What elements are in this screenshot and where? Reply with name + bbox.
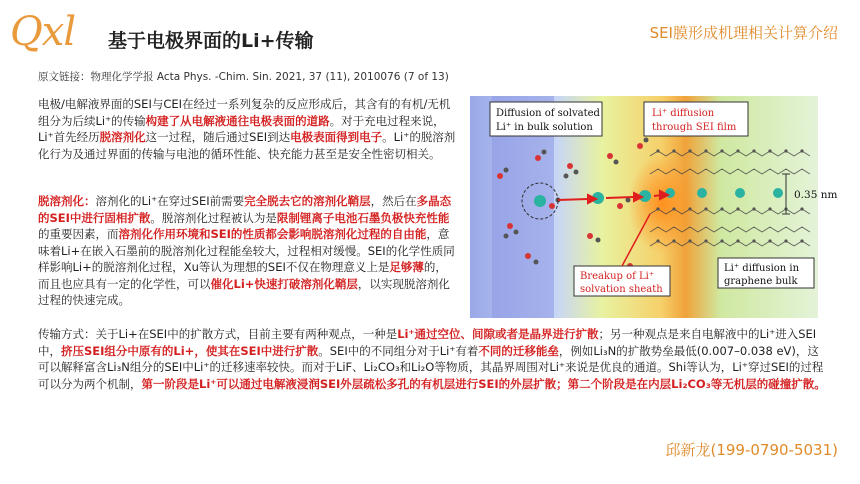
contact-info: 邱新龙(199-0790-5031) (665, 441, 838, 459)
highlight-text: 挤压SEI组分中原有的Li+，使其在SEI中进行扩散 (61, 343, 319, 358)
body-text: 。脱溶剂化过程被认为是 (150, 210, 277, 225)
header-subtitle: SEI膜形成机理相关计算介绍 (649, 24, 838, 42)
body-text: 的重要因素，而 (38, 227, 119, 241)
highlight-text: Li⁺通过空位、间隙或者是晶界进行扩散 (397, 327, 599, 341)
label-diffusion-line2: Li⁺ in bulk solution (496, 122, 593, 133)
body-text: 。对于充电过程来说，Li⁺首先经历 (38, 113, 445, 144)
body-text: 这一过程，随后通过SEI到达 (145, 130, 291, 144)
highlight-text: 限制锂离子电池石墨负极快充性能 (276, 210, 450, 225)
spacing-label: 0.35 nm (794, 189, 838, 201)
highlight-text: 构建了从电解液通往电极表面的道路 (145, 113, 330, 128)
body-text: ，意味着Li+在嵌入石墨前的脱溶剂化过程能垒较大，过程相对缓慢。SEI的化学性质同样影响Li+的脱溶剂化过程，Xu等认为理想的SEI不仅在物理意义上是 (38, 227, 455, 274)
body-text: 电极/电解液界面的SEI与CEI在经过一系列复杂的反应形成后，其含有的有机/无机组分为后续Li⁺的传输 (38, 97, 451, 128)
paragraph-intro (38, 96, 456, 162)
body-text: 。Li⁺的脱溶剂化行为及通过界面的传输与电池的循环性能、快充能力甚至是安全性密切相关。 (38, 130, 456, 161)
body-text: 传输方式：关于Li+在SEI中的扩散方式，目前主要有两种观点，一种是 (38, 327, 398, 341)
body-text: ，以实现脱溶剂化过程的快速完成。 (38, 276, 450, 307)
highlight-text: 完全脱去它的溶剂化鞘层 (244, 194, 371, 208)
sei-diffusion-figure (470, 96, 842, 318)
logo: Qxl (10, 9, 76, 55)
paragraph-transport (38, 326, 828, 392)
body-text: ；另一种观点是来自电解液中的Li⁺进入SEI中， (38, 327, 817, 358)
label-graphene-line2: graphene bulk (724, 276, 798, 287)
highlight-text: 足够薄 (389, 260, 424, 274)
label-breakup-line1: Breakup of Li⁺ (580, 271, 655, 282)
label-sei-line1: Li⁺ diffusion (652, 108, 715, 119)
source-citation: 原文链接：物理化学学报 Acta Phys. -Chim. Sin. 2021, 37 (11), 2010076 (7 of 13) (38, 71, 449, 83)
label-graphene-line1: Li⁺ diffusion in (724, 263, 800, 274)
body-text: 溶剂化的Li⁺在穿过SEI前需要 (95, 194, 245, 208)
highlight-text: 催化Li+快速打破溶剂化鞘层 (210, 276, 358, 291)
highlight-text: 溶剂化作用环境和SEI的性质都会影响脱溶剂化过程的自由能 (118, 227, 427, 241)
label-diffusion-line1: Diffusion of solvated (496, 108, 600, 119)
body-text: 的，而且也应具有一定的化学性，可以 (38, 260, 447, 291)
highlight-text: 不同的迁移能垒 (478, 343, 559, 358)
body-text: ，例如Li₃N的扩散势垒最低(0.007–0.038 eV)，这可以解释富含Li₃N组分的SEI中Li⁺的迁移速率较快。而对于LiF、Li₂CO₃和Li₂O等物质，其晶界周围对Li⁺来说是优良的通道。Shi等认为，Li⁺穿过SEI的过程可以分为两个机制， (38, 343, 824, 391)
paragraph-desolvation (38, 193, 456, 309)
sei-orange-blob (628, 154, 696, 254)
label-sei-line2: through SEI film (652, 122, 737, 133)
page-title: 基于电极界面的Li+传输 (108, 30, 314, 52)
highlight-text: 脱溶剂化： (38, 194, 96, 208)
label-breakup-line2: solvation sheath (580, 284, 663, 295)
body-text: 。SEI中的不同组分对于Li⁺有着 (318, 343, 479, 358)
body-text: ，然后在 (370, 194, 417, 208)
highlight-text: 脱溶剂化 (99, 130, 146, 144)
highlight-text: 电极表面得到电子 (290, 130, 383, 144)
highlight-text: 多晶态的SEI中进行固相扩散 (38, 194, 452, 225)
highlight-text: 第一阶段是Li⁺可以通过电解液浸润SEI外层疏松多孔的有机层进行SEI的外层扩散；第二个阶段是在内层Li₂CO₃等无机层的碰撞扩散。 (141, 376, 826, 391)
